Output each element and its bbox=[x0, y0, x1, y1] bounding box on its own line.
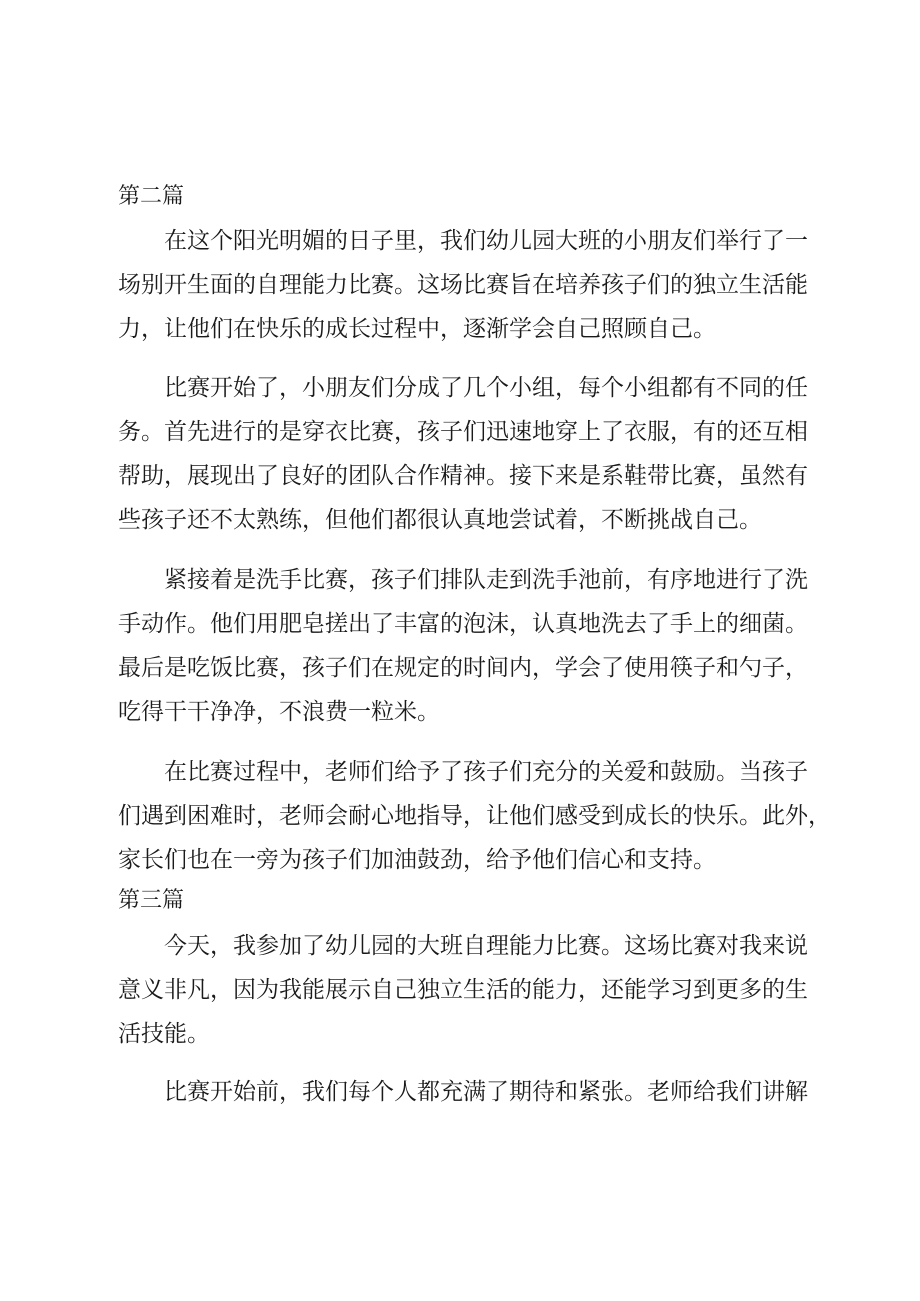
section-heading: 第二篇 bbox=[118, 184, 185, 209]
text-line: 场别开生面的自理能力比赛。这场比赛旨在培养孩子们的独立生活能 bbox=[118, 272, 808, 298]
text-line: 家长们也在一旁为孩子们加油鼓劲，给予他们信心和支持。 bbox=[118, 847, 716, 873]
text-line: 紧接着是洗手比赛，孩子们排队走到洗手池前，有序地进行了洗 bbox=[164, 567, 808, 593]
text-line: 比赛开始了，小朋友们分成了几个小组，每个小组都有不同的任 bbox=[164, 375, 808, 401]
text-line: 最后是吃饭比赛，孩子们在规定的时间内，学会了使用筷子和勺子， bbox=[118, 655, 808, 681]
paragraph bbox=[118, 750, 831, 882]
text-line: 手动作。他们用肥皂搓出了丰富的泡沫，认真地洗去了手上的细菌。 bbox=[118, 611, 808, 637]
section-heading: 第三篇 bbox=[118, 888, 185, 913]
paragraph bbox=[118, 219, 828, 351]
text-line: 比赛开始前，我们每个人都充满了期待和紧张。老师给我们讲解 bbox=[164, 1079, 808, 1105]
text-line: 力，让他们在快乐的成长过程中，逐渐学会自己照顾自己。 bbox=[118, 316, 716, 342]
text-line: 意义非凡，因为我能展示自己独立生活的能力，还能学习到更多的生 bbox=[118, 977, 808, 1003]
paragraph bbox=[118, 558, 828, 734]
text-line: 们遇到困难时，老师会耐心地指导，让他们感受到成长的快乐。此外， bbox=[118, 803, 831, 829]
paragraph bbox=[118, 924, 828, 1056]
text-line: 今天，我参加了幼儿园的大班自理能力比赛。这场比赛对我来说 bbox=[164, 933, 808, 959]
paragraph bbox=[118, 1070, 828, 1114]
text-line: 帮助，展现出了良好的团队合作精神。接下来是系鞋带比赛，虽然有 bbox=[118, 463, 808, 489]
text-line: 吃得干干净净，不浪费一粒米。 bbox=[118, 699, 440, 725]
text-line: 务。首先进行的是穿衣比赛，孩子们迅速地穿上了衣服，有的还互相 bbox=[118, 419, 808, 445]
paragraph bbox=[118, 366, 828, 542]
text-line: 些孩子还不太熟练，但他们都很认真地尝试着，不断挑战自己。 bbox=[118, 507, 762, 533]
text-line: 活技能。 bbox=[118, 1021, 210, 1047]
text-line: 在比赛过程中，老师们给予了孩子们充分的关爱和鼓励。当孩子 bbox=[164, 759, 808, 785]
text-line: 在这个阳光明媚的日子里，我们幼儿园大班的小朋友们举行了一 bbox=[164, 228, 808, 254]
